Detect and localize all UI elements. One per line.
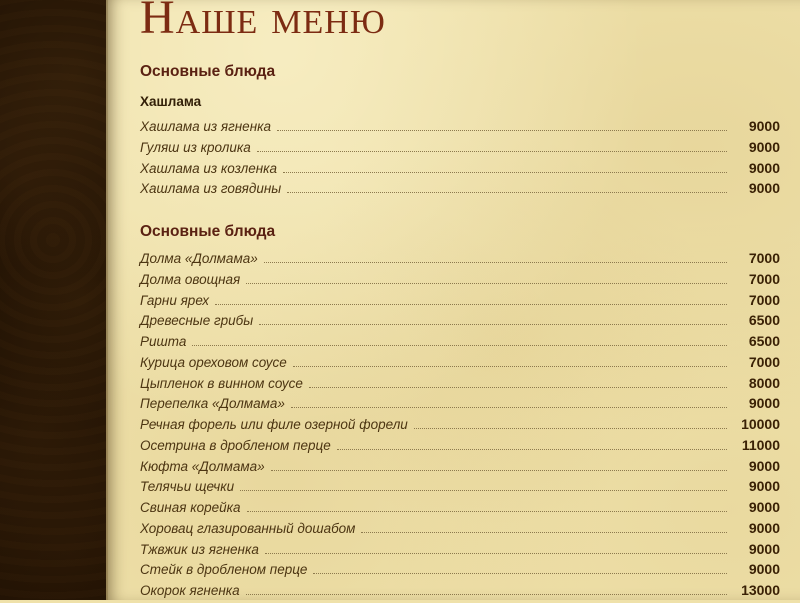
item-price: 9000 bbox=[748, 499, 780, 515]
item-name: Цыпленок в винном соусе bbox=[140, 375, 303, 391]
menu-page bbox=[106, 0, 800, 600]
menu-item-row bbox=[140, 478, 780, 499]
dotted-leader bbox=[259, 324, 727, 325]
menu-item-row bbox=[140, 561, 780, 582]
item-name: Древесные грибы bbox=[140, 313, 254, 329]
subsection-header: Хашлама bbox=[140, 94, 202, 109]
item-name: Гарни ярех bbox=[140, 292, 209, 308]
menu-section-main-dishes bbox=[140, 222, 780, 603]
item-price: 8000 bbox=[748, 374, 780, 391]
item-name: Телячьи щечки bbox=[140, 479, 235, 495]
item-price: 7000 bbox=[748, 353, 780, 370]
menu-item-row bbox=[140, 271, 780, 292]
dotted-leader bbox=[283, 172, 727, 173]
item-price: 9000 bbox=[748, 138, 780, 155]
item-price: 10000 bbox=[741, 416, 780, 432]
dotted-leader bbox=[287, 192, 727, 193]
menu-item-list bbox=[140, 250, 780, 603]
dotted-leader bbox=[264, 262, 727, 263]
dotted-leader bbox=[414, 428, 727, 429]
menu-item-row bbox=[140, 312, 780, 333]
dotted-leader bbox=[293, 366, 727, 367]
dotted-leader bbox=[309, 387, 727, 388]
menu-item-row bbox=[140, 160, 780, 181]
item-price: 9000 bbox=[748, 395, 780, 412]
menu-item-row bbox=[140, 541, 780, 562]
section-header: Основные блюда bbox=[140, 223, 276, 240]
item-price: 9000 bbox=[748, 180, 780, 197]
item-price: 7000 bbox=[748, 291, 780, 308]
item-name: Хашлама из говядины bbox=[140, 181, 282, 197]
menu-item-row bbox=[140, 416, 780, 437]
item-name: Долма «Долмама» bbox=[140, 251, 258, 266]
dotted-leader bbox=[246, 283, 727, 284]
item-name: Перепелка «Долмама» bbox=[140, 396, 285, 412]
decorative-damask-sidebar bbox=[0, 0, 106, 600]
item-name: Хашлама из ягненка bbox=[140, 119, 272, 134]
menu-item-row bbox=[140, 250, 780, 271]
item-name: Хоровац глазированный дошабом bbox=[140, 520, 356, 536]
dotted-leader bbox=[337, 449, 727, 450]
menu-item-row bbox=[140, 354, 780, 375]
dotted-leader bbox=[277, 130, 727, 131]
dotted-leader bbox=[271, 470, 727, 471]
item-price: 6500 bbox=[748, 312, 780, 329]
item-price: 9000 bbox=[748, 457, 780, 474]
menu-item-row bbox=[140, 139, 780, 160]
item-price: 7000 bbox=[748, 270, 780, 287]
dotted-leader bbox=[361, 532, 727, 533]
item-name: Свиная корейка bbox=[140, 500, 241, 515]
dotted-leader bbox=[215, 304, 727, 305]
item-name: Осетрина в дробленом перце bbox=[140, 437, 331, 453]
item-price: 9000 bbox=[748, 540, 780, 557]
menu-item-row bbox=[140, 395, 780, 416]
item-name: Долма овощная bbox=[140, 271, 241, 287]
item-name: Ришта bbox=[140, 334, 187, 349]
item-name: Окорок ягненка bbox=[140, 583, 240, 598]
dotted-leader bbox=[257, 151, 727, 152]
item-price: 9000 bbox=[748, 478, 780, 495]
menu-item-row bbox=[140, 180, 780, 201]
menu-item-row bbox=[140, 333, 780, 354]
dotted-leader bbox=[247, 511, 728, 512]
item-name: Курица ореховом соусе bbox=[140, 354, 287, 370]
dotted-leader bbox=[240, 490, 727, 491]
item-price: 9000 bbox=[748, 159, 780, 176]
menu-item-row bbox=[140, 292, 780, 313]
item-price: 6500 bbox=[748, 333, 780, 349]
dotted-leader bbox=[265, 553, 727, 554]
dotted-leader bbox=[313, 573, 727, 574]
page-title: Наше меню bbox=[140, 0, 386, 44]
item-price: 7000 bbox=[748, 250, 780, 266]
menu-item-row bbox=[140, 499, 780, 520]
dotted-leader bbox=[192, 345, 727, 346]
menu-item-row bbox=[140, 118, 780, 139]
item-name: Речная форель или филе озерной форели bbox=[140, 417, 408, 432]
menu-item-list bbox=[140, 118, 780, 201]
menu-item-row bbox=[140, 375, 780, 396]
item-name: Гуляш из кролика bbox=[140, 139, 251, 155]
menu-section-hashlama bbox=[140, 62, 780, 201]
item-price: 13000 bbox=[741, 582, 780, 598]
item-price: 9000 bbox=[748, 519, 780, 536]
section-header: Основные блюда bbox=[140, 63, 276, 80]
item-name: Кюфта «Долмама» bbox=[140, 458, 265, 474]
item-price: 11000 bbox=[741, 436, 780, 453]
dotted-leader bbox=[291, 407, 727, 408]
item-name: Тжвжик из ягненка bbox=[140, 541, 259, 557]
item-price: 9000 bbox=[748, 118, 780, 134]
menu-item-row bbox=[140, 458, 780, 479]
item-name: Хашлама из козленка bbox=[140, 160, 278, 176]
dotted-leader bbox=[246, 594, 727, 595]
menu-item-row bbox=[140, 520, 780, 541]
item-price: 9000 bbox=[748, 561, 780, 578]
menu-item-row bbox=[140, 437, 780, 458]
item-name: Стейк в дробленом перце bbox=[140, 562, 308, 578]
